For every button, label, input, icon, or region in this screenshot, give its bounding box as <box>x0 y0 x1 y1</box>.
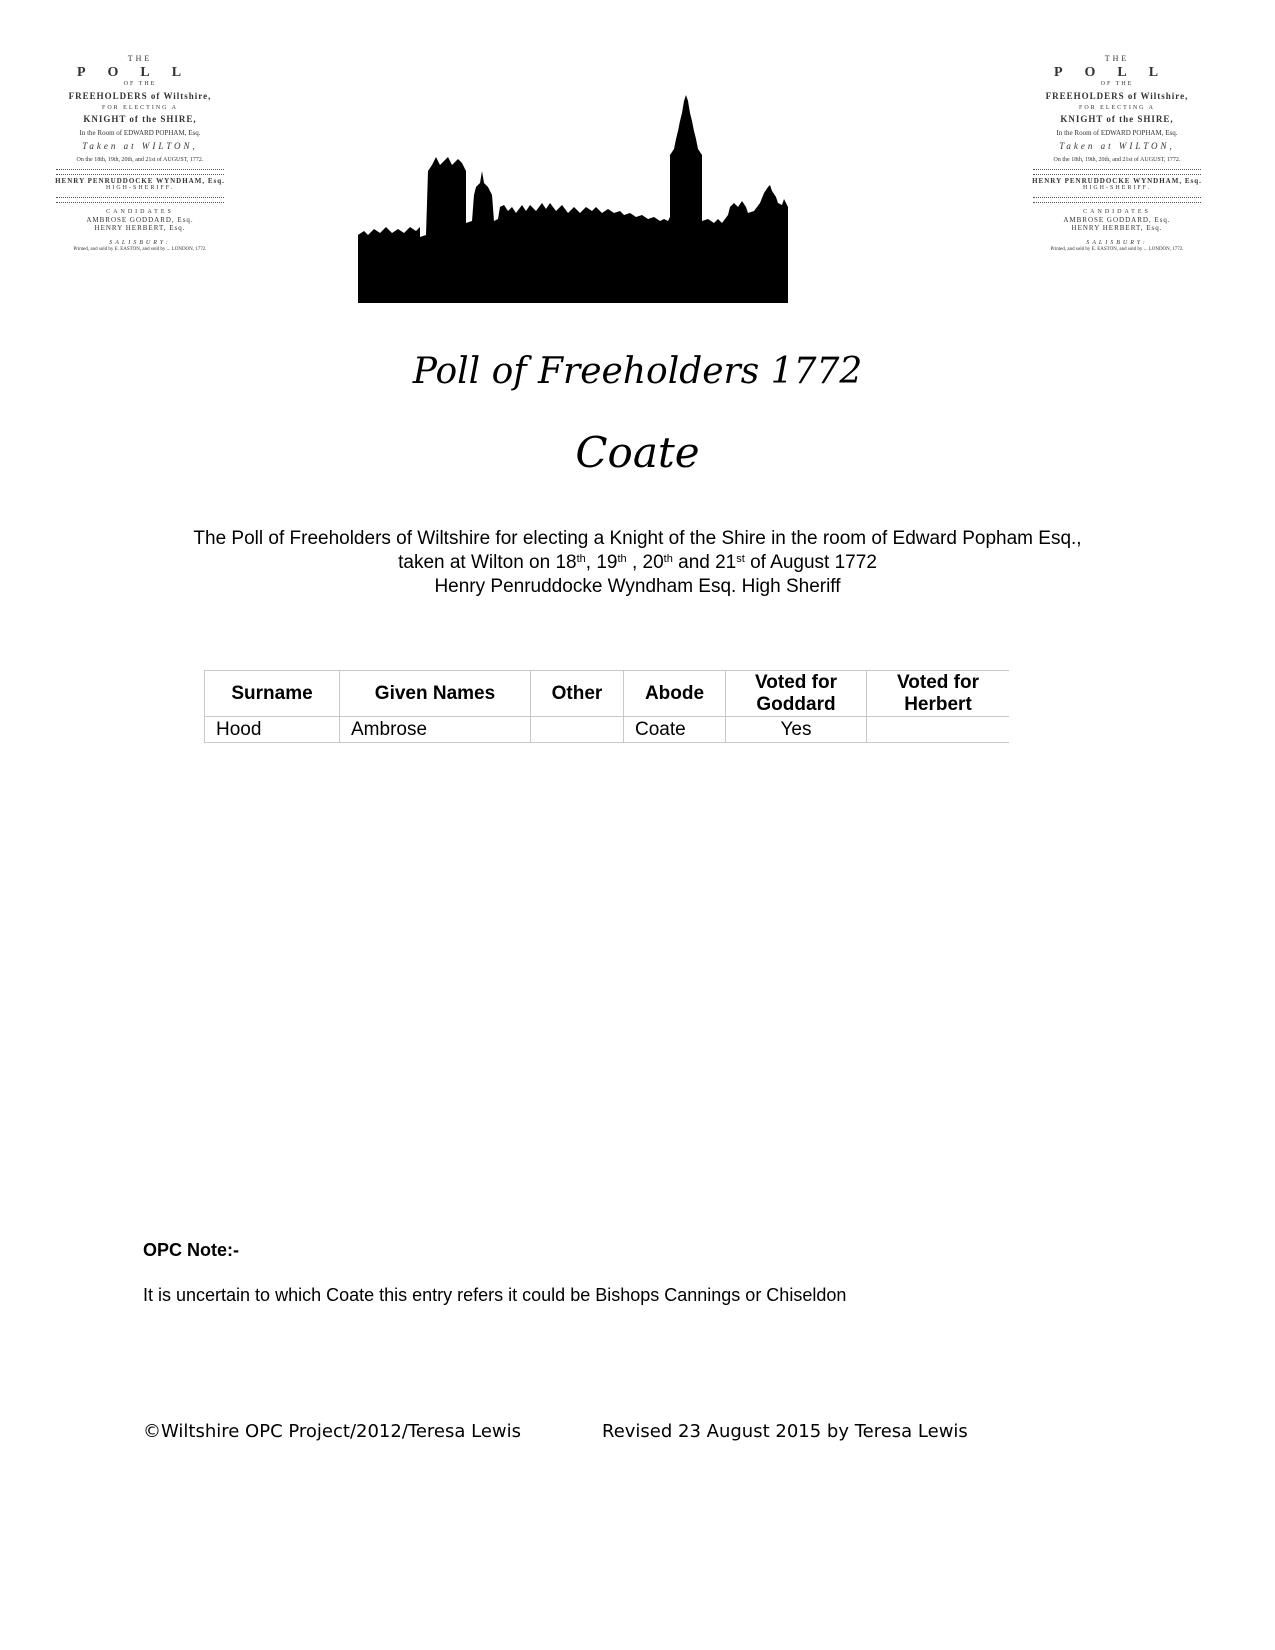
thumb-rule <box>1033 169 1201 175</box>
document-title: Poll of Freeholders 1772 <box>412 351 863 392</box>
thumb-line: AMBROSE GODDARD, Esq. <box>1063 215 1171 224</box>
thumb-line: FOR ELECTING A <box>1079 104 1155 111</box>
thumb-line: FREEHOLDERS of Wiltshire, <box>1045 91 1189 102</box>
thumb-line: In the Room of EDWARD POPHAM, Esq. <box>79 128 201 137</box>
thumb-line: On the 18th, 19th, 20th, and 21st of AUGUST, 1772. <box>1053 157 1181 164</box>
thumb-line: HENRY HERBERT, Esq. <box>94 223 186 232</box>
title-page-thumbnail-left <box>50 50 230 285</box>
ordinal-suffix: th <box>663 553 673 565</box>
column-header-other: Other <box>531 671 624 717</box>
thumb-line: HIGH-SHERIFF. <box>105 185 175 192</box>
table-row <box>205 717 1010 743</box>
cell-given-names: Ambrose <box>340 717 531 743</box>
cell-other <box>531 717 624 743</box>
note-text: It is uncertain to which Coate this entry refers it could be Bishops Cannings or Chiseldon <box>143 1285 847 1305</box>
parliament-skyline-image <box>358 95 788 303</box>
thumb-line: Taken at WILTON, <box>82 140 198 151</box>
document-subtitle: Coate <box>575 428 700 477</box>
thumb-line: KNIGHT of the SHIRE, <box>83 114 197 125</box>
intro-line-2 <box>0 551 1275 575</box>
intro-text: , 20 <box>626 552 664 573</box>
thumb-line: SALISBURY: <box>109 239 171 246</box>
ordinal-suffix: th <box>617 553 627 565</box>
thumb-line: AMBROSE GODDARD, Esq. <box>86 215 194 224</box>
thumb-line: CANDIDATES <box>1083 208 1151 215</box>
thumb-rule <box>56 169 224 175</box>
thumb-rule <box>1033 197 1201 203</box>
thumb-line: HENRY PENRUDDOCKE WYNDHAM, Esq. <box>1032 177 1202 186</box>
thumb-line: THE <box>1104 54 1130 63</box>
thumb-line: HENRY HERBERT, Esq. <box>1071 223 1163 232</box>
thumb-line: HENRY PENRUDDOCKE WYNDHAM, Esq. <box>55 177 225 186</box>
thumb-line: CANDIDATES <box>106 208 174 215</box>
thumb-line: SALISBURY: <box>1086 239 1148 246</box>
ordinal-suffix: th <box>576 553 586 565</box>
thumb-line: POLL <box>76 65 204 81</box>
thumb-line: FREEHOLDERS of Wiltshire, <box>68 91 212 102</box>
table-header-row <box>205 671 1010 717</box>
cell-surname: Hood <box>205 717 340 743</box>
footer-copyright: ©Wiltshire OPC Project/2012/Teresa Lewis <box>143 1421 521 1442</box>
thumb-line: In the Room of EDWARD POPHAM, Esq. <box>1056 128 1178 137</box>
column-header-voted-herbert: Voted for Herbert <box>867 671 1010 717</box>
thumb-line: Printed, and sold by E. EASTON, and sold by ... LONDON, 1772. <box>1050 246 1184 252</box>
intro-line-3: Henry Penruddocke Wyndham Esq. High Sheriff <box>434 576 841 597</box>
intro-paragraph <box>0 527 1275 599</box>
thumb-line: On the 18th, 19th, 20th, and 21st of AUGUST, 1772. <box>76 157 204 164</box>
column-header-abode: Abode <box>624 671 726 717</box>
thumb-rule <box>56 197 224 203</box>
title-page-thumbnail-right <box>1027 50 1207 285</box>
intro-text: taken at Wilton on 18 <box>398 552 577 573</box>
thumb-line: KNIGHT of the SHIRE, <box>1060 114 1174 125</box>
poll-table <box>204 670 1009 743</box>
thumb-line: HIGH-SHERIFF. <box>1082 185 1152 192</box>
column-header-surname: Surname <box>205 671 340 717</box>
thumb-line: FOR ELECTING A <box>102 104 178 111</box>
intro-text: , 19 <box>585 552 618 573</box>
thumb-line: OF THE <box>123 81 157 88</box>
column-header-given-names: Given Names <box>340 671 531 717</box>
column-header-voted-goddard: Voted for Goddard <box>726 671 867 717</box>
thumb-line: POLL <box>1053 65 1181 81</box>
cell-voted-goddard: Yes <box>726 717 867 743</box>
thumb-line: THE <box>127 54 153 63</box>
thumb-line: OF THE <box>1100 81 1134 88</box>
note-heading: OPC Note:- <box>143 1240 239 1260</box>
intro-text: and 21 <box>672 552 737 573</box>
intro-text: of August 1772 <box>744 552 877 573</box>
cell-abode: Coate <box>624 717 726 743</box>
thumb-line: Taken at WILTON, <box>1059 140 1175 151</box>
ordinal-suffix: st <box>736 553 745 565</box>
intro-line-1: The Poll of Freeholders of Wiltshire for electing a Knight of the Shire in the room of Edward Popham Esq., <box>193 528 1082 549</box>
cell-voted-herbert <box>867 717 1010 743</box>
thumb-line: Printed, and sold by E. EASTON, and sold by ... LONDON, 1772. <box>73 246 207 252</box>
footer-revision: Revised 23 August 2015 by Teresa Lewis <box>602 1421 968 1442</box>
